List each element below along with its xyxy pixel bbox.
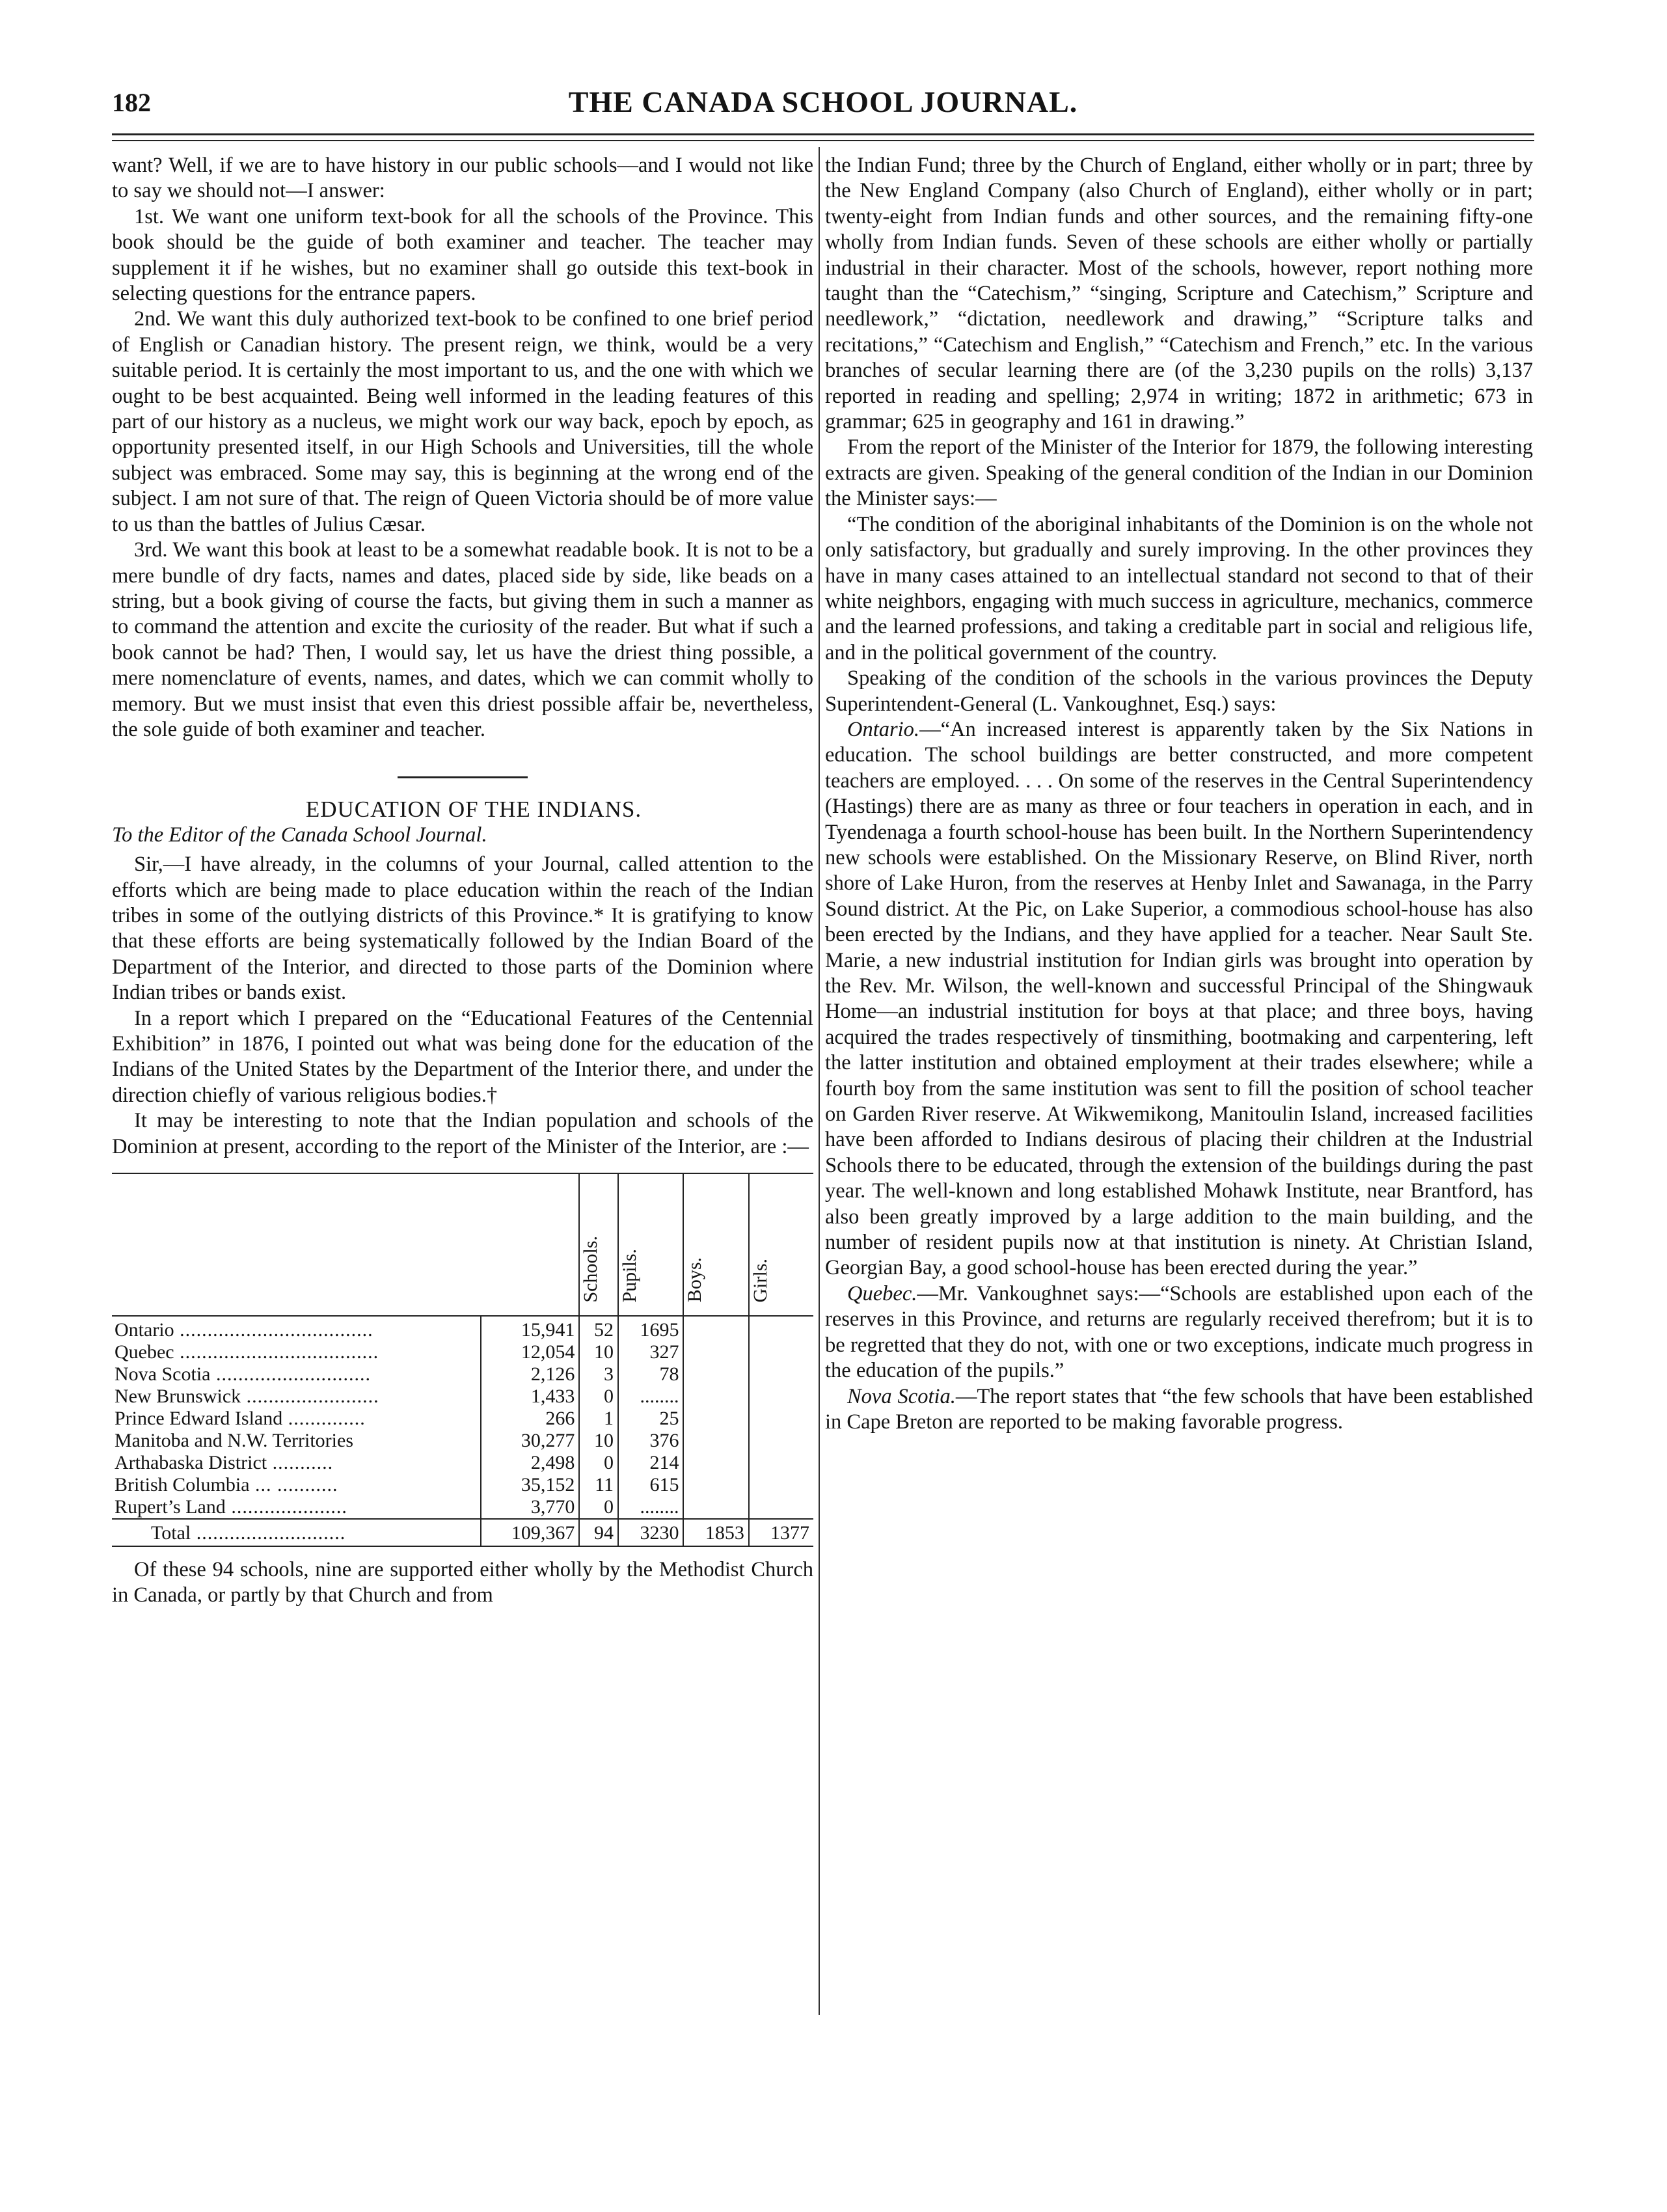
table-row [112, 1316, 813, 1341]
header-pupils: Pupils. [618, 1173, 683, 1316]
table-row [112, 1496, 813, 1519]
boys [683, 1341, 748, 1363]
province-name: Rupert’s Land ..................... [115, 1496, 347, 1518]
header-boys: Boys. [683, 1173, 748, 1316]
boys [683, 1316, 748, 1341]
paragraph: want? Well, if we are to have history in our public schools—and I would not like to say we should not—I answer: [112, 154, 813, 203]
table-row [112, 1363, 813, 1386]
population: 35,152 [481, 1474, 579, 1496]
salutation: To the Editor of the Canada School Journal. [112, 823, 487, 847]
paragraph: 3rd. We want this book at least to be a somewhat readable book. It is not to be a mere bundle of dry facts, names and dates, placed side by side, like beads on a string, but a book giving of course the facts, but giving them in such a manner as to command the attention and excite the curiosity of the reader. But what if such a book cannot be had? Then, I would say, let us have the driest thing possible, a mere nomenclature of events, names, and dates, which we can commit wholly to memory. But we must insist that even this driest possible affair be, nevertheless, the sole guide of both examiner and teacher. [112, 538, 813, 741]
schools: 10 [579, 1430, 618, 1452]
schools: 0 [579, 1452, 618, 1474]
boys [683, 1496, 748, 1519]
girls [749, 1452, 813, 1474]
paragraph: Nova Scotia.—The report states that “the few schools that have been established in Cape Breton are reported to be making favorable progress. [825, 1384, 1533, 1434]
pupils: 1695 [618, 1316, 683, 1341]
province-name: British Columbia ... ........... [115, 1474, 338, 1496]
pupils: 25 [618, 1408, 683, 1430]
population: 2,498 [481, 1452, 579, 1474]
indian-population-table [112, 1173, 813, 1547]
table-row [112, 1452, 813, 1474]
province-name: Quebec .................................... [115, 1341, 379, 1363]
left-column [112, 153, 813, 1609]
pupils: 327 [618, 1341, 683, 1363]
pupils: ........ [618, 1496, 683, 1519]
paragraph: From the report of the Minister of the Interior for 1879, the following interesting extracts are given. Speaking of the general condition of the Indian in our Dominion the Minister says:— [825, 435, 1533, 511]
table-header-row [112, 1173, 813, 1316]
table-row [112, 1430, 813, 1452]
paragraph: Quebec.—Mr. Vankoughnet says:—“Schools are established upon each of the reserves in this Province, and returns are regularly received therefrom; but it is to be regretted that they do not, with one or two exceptions, indicate much progress in the education of the pupils.” [825, 1281, 1533, 1383]
paragraph: Sir,—I have already, in the columns of your Journal, called attention to the efforts which are being made to place education within the reach of the Indian tribes in some of the outlying districts of this Province.* It is gratifying to know that these efforts are being systematically followed by the Indian Board of the Department of the Interior, and directed to those parts of the Dominion where Indian tribes or bands exist. [112, 853, 813, 1005]
pupils: 214 [618, 1452, 683, 1474]
girls [749, 1363, 813, 1386]
total-pupils: 3230 [618, 1519, 683, 1546]
paragraph: 1st. We want one uniform text-book for all the schools of the Province. This book should be the guide of both examiner and teacher. The teacher may supplement it if he wishes, but no examiner shall go outside this text-book in selecting questions for the entrance papers. [112, 204, 813, 306]
paragraph: Speaking of the condition of the schools in the various provinces the Deputy Superintendent-General (L. Vankoughnet, Esq.) says: [825, 666, 1533, 716]
boys [683, 1408, 748, 1430]
paragraph: “The condition of the aboriginal inhabitants of the Dominion is on the whole not only satisfactory, but gradually and surely improving. In the other provinces they have in many cases attained to an intellectual standard not second to that of their white neighbors, engaging with much success in agriculture, mechanics, commerce and the learned professions, and taking a creditable part in social and religious life, and in the political government of the country. [825, 512, 1533, 664]
header-schools: Schools. [579, 1173, 618, 1316]
population: 266 [481, 1408, 579, 1430]
section-divider [398, 776, 528, 778]
total-girls: 1377 [749, 1519, 813, 1546]
paragraph: the Indian Fund; three by the Church of England, either wholly or in part; three by the New England Company (also Church of England), either wholly or in part; twenty-eight from Indian funds and other sources, and the remaining fifty-one wholly from Indian funds. Seven of these schools are either wholly or partially industrial in their character. Most of the schools, however, report nothing more taught than the “Catechism,” “singing, Scripture and Catechism,” Scripture and needlework,” “dictation, needlework and drawing,” “Scripture talks and recitations,” “Catechism and English,” “Catechism and French,” etc. In the various branches of secular learning there are (of the 3,230 pupils on the rolls) 3,137 reported in reading and spelling; 2,974 in writing; 1872 in arithmetic; 673 in grammar; 625 in geography and 161 in drawing.” [825, 154, 1533, 434]
province-heading: Quebec. [847, 1281, 917, 1305]
province-name: Nova Scotia ............................ [115, 1363, 371, 1386]
girls [749, 1408, 813, 1430]
schools: 10 [579, 1341, 618, 1363]
province-name: Arthabaska District ........... [115, 1452, 334, 1474]
page-number: 182 [112, 88, 151, 117]
header-girls: Girls. [749, 1173, 813, 1316]
province-name: Ontario ................................... [112, 1316, 481, 1341]
girls [749, 1430, 813, 1452]
boys [683, 1474, 748, 1496]
schools: 11 [579, 1474, 618, 1496]
section-title: EDUCATION OF THE INDIANS. [305, 797, 642, 823]
girls [749, 1316, 813, 1341]
province-name: New Brunswick ........................ [115, 1386, 379, 1408]
table-row [112, 1474, 813, 1496]
right-column [825, 153, 1533, 1435]
schools: 1 [579, 1408, 618, 1430]
paragraph: It may be interesting to note that the Indian population and schools of the Dominion at present, according to the report of the Minister of the Interior, are :— [112, 1109, 813, 1158]
girls [749, 1341, 813, 1363]
total-boys: 1853 [683, 1519, 748, 1546]
paragraph: Of these 94 schools, nine are supported either wholly by the Methodist Church in Canada, or partly by that Church and from [112, 1558, 813, 1607]
schools: 0 [579, 1386, 618, 1408]
header-rule [112, 133, 1534, 141]
population: 15,941 [481, 1316, 579, 1341]
province-name: Prince Edward Island .............. [115, 1408, 366, 1430]
schools: 52 [579, 1316, 618, 1341]
girls [749, 1496, 813, 1519]
total-label: Total ........................... [112, 1519, 481, 1546]
population: 2,126 [481, 1363, 579, 1386]
boys [683, 1452, 748, 1474]
header-blank [112, 1173, 481, 1316]
population: 1,433 [481, 1386, 579, 1408]
province-name: Manitoba and N.W. Territories [115, 1430, 353, 1452]
paragraph: Ontario.—“An increased interest is apparently taken by the Six Nations in education. The school buildings are better constructed, and more competent teachers are employed. . . . On some of the reserves in the Central Superintendency (Hastings) there are as many as three or four teachers in operation in each, and in Tyendenaga a fourth school-house has been built. In the Northern Superintendency new schools were established. On the Missionary Reserve, on Blind River, north shore of Lake Huron, from the reserves at Henby Inlet and Sawanaga, in the Parry Sound district. At the Pic, on Lake Superior, a commodious school-house has also been erected by the Indians, and they have applied for a teacher. Near Sault Ste. Marie, a new industrial institution for Indian girls was brought into operation by the Rev. Mr. Wilson, the well-known and successful Principal of the Shingwauk Home—an industrial institution for boys at that place; and three boys, having acquired the trades respectively of tinsmithing, bootmaking and carpentering, left the latter institution and obtained employment at their trades elsewhere; while a fourth boy from the same institution was sent to fill the position of school teacher on Garden River reserve. At Wikwemikong, Manitoulin Island, increased facilities have been afforded to Indians desirous of placing their children at the Industrial Schools there to be educated, through the extension of the buildings during the past year. The well-known and long established Mohawk Institute, near Brantford, has also been greatly improved by a large addition to the main building, and the number of resident pupils now at that institution is ninety. At Christian Island, Georgian Bay, a good school-house has been erected during the year.” [825, 717, 1533, 1280]
pupils: 615 [618, 1474, 683, 1496]
total-schools: 94 [579, 1519, 618, 1546]
province-heading: Nova Scotia. [847, 1384, 956, 1408]
pupils: 376 [618, 1430, 683, 1452]
paragraph: In a report which I prepared on the “Educational Features of the Centennial Exhibition” in 1876, I pointed out what was being done for the education of the Indians of the United States by the Department of the Interior there, and under the direction chiefly of various religious bodies.† [112, 1006, 813, 1107]
schools: 0 [579, 1496, 618, 1519]
boys [683, 1363, 748, 1386]
population: 30,277 [481, 1430, 579, 1452]
column-divider [819, 147, 820, 2015]
population: 12,054 [481, 1341, 579, 1363]
population: 3,770 [481, 1496, 579, 1519]
boys [683, 1386, 748, 1408]
total-population: 109,367 [481, 1519, 579, 1546]
running-head: THE CANADA SCHOOL JOURNAL. [568, 85, 1078, 118]
boys [683, 1430, 748, 1452]
province-heading: Ontario. [847, 717, 920, 741]
girls [749, 1386, 813, 1408]
table-row [112, 1408, 813, 1430]
pupils: 78 [618, 1363, 683, 1386]
table-total-row [112, 1519, 813, 1546]
page-header [112, 78, 1534, 124]
table-row [112, 1386, 813, 1408]
girls [749, 1474, 813, 1496]
pupils: ........ [618, 1386, 683, 1408]
paragraph: 2nd. We want this duly authorized text-book to be confined to one brief period of English or Canadian history. The present reign, we think, would be a very suitable period. It is certainly the most important to us, and the one with which we ought to be best acquainted. Being well informed in the leading features of this part of our history as a nucleus, we might work our way back, epoch by epoch, as opportunity presented itself, in our High Schools and Universities, till the whole subject was embraced. Some may say, this is beginning at the wrong end of the subject. I am not sure of that. The reign of Queen Victoria should be of more value to us than the battles of Julius Cæsar. [112, 307, 813, 536]
header-blank [481, 1173, 579, 1316]
table-row [112, 1341, 813, 1363]
schools: 3 [579, 1363, 618, 1386]
